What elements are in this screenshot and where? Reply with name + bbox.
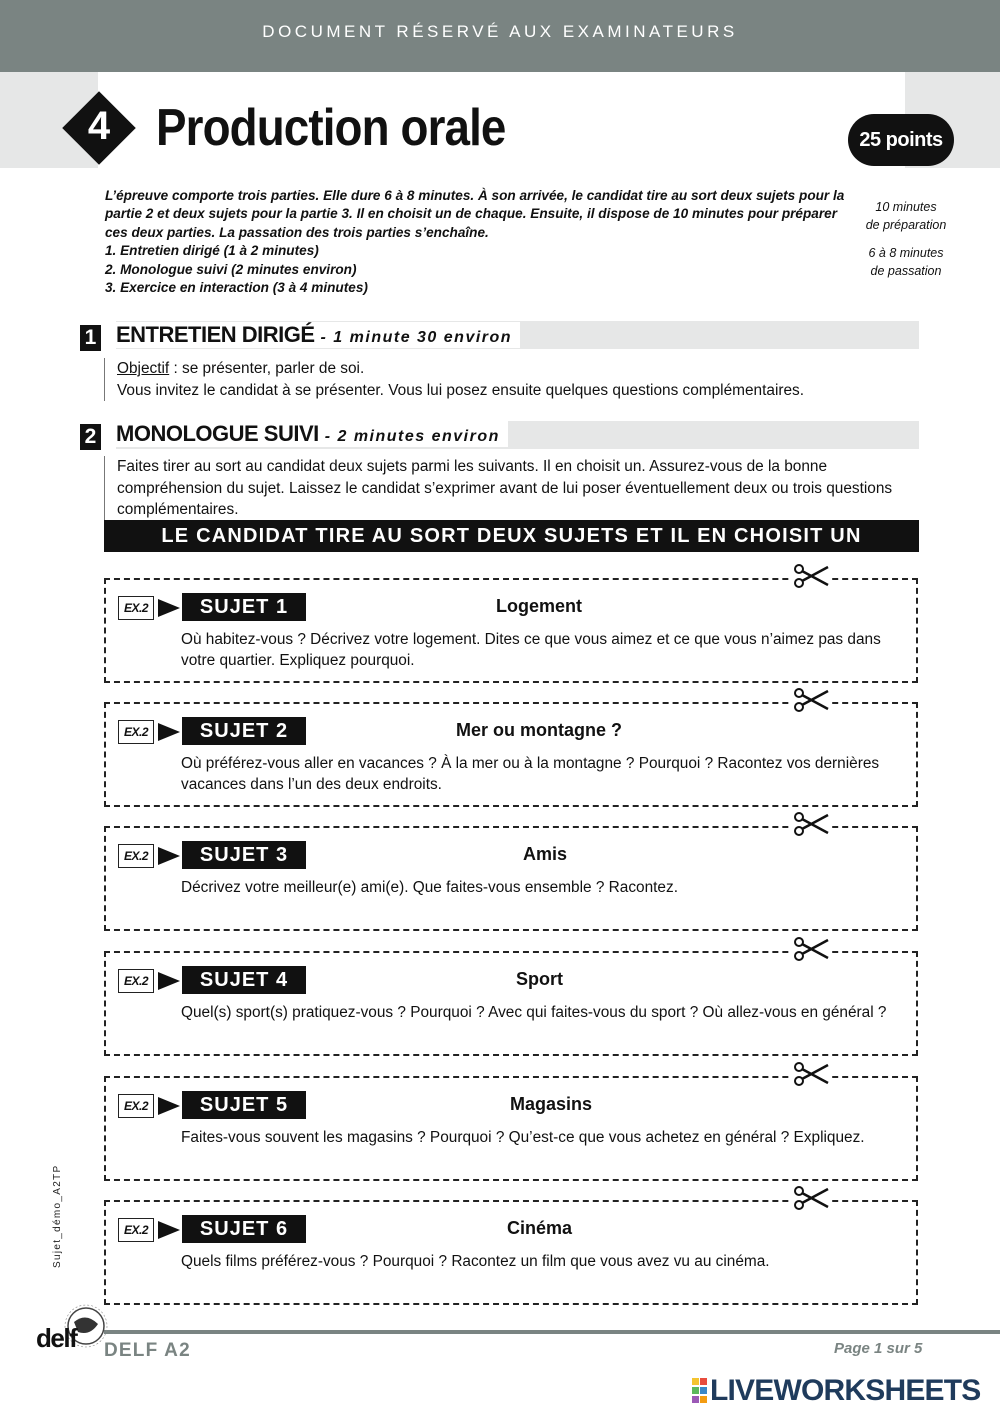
exam-level: DELF A2 [104, 1340, 191, 1361]
subject-label: SUJET 1 [182, 593, 306, 621]
subject-label: SUJET 4 [182, 966, 306, 994]
scissors-icon [792, 1059, 830, 1089]
subject-text: Quels films préférez-vous ? Pourquoi ? Racontez un film que vous avez vu au cinéma. [181, 1253, 770, 1270]
section-2-text: Faites tirer au sort au candidat deux sujets parmi les suivants. Il en choisit un. Assurez-vous de la bonne compréhension du sujet. Laissez le candidat s’exprimer avant de lui poser éventuellement deux ou trois questions complémentaires. [104, 456, 924, 521]
ex-badge: EX.2 [118, 844, 154, 868]
arrow-icon [158, 1221, 180, 1239]
subject-label: SUJET 3 [182, 841, 306, 869]
pass-time: 6 à 8 minutes [868, 246, 944, 260]
scissors-icon [792, 809, 830, 839]
section-1-heading [116, 322, 520, 348]
section-1-title: ENTRETIEN DIRIGÉ [116, 322, 315, 347]
section-2-title: MONOLOGUE SUIVI [116, 421, 319, 446]
ex-badge: EX.2 [118, 596, 154, 620]
footer-rule [104, 1330, 1000, 1334]
subject-label: SUJET 6 [182, 1215, 306, 1243]
arrow-icon [158, 972, 180, 990]
banner-text: DOCUMENT RÉSERVÉ AUX EXAMINATEURS [262, 22, 738, 41]
subject-text: Où habitez-vous ? Décrivez votre logement. Dites ce que vous aimez et ce que vous n’aimez pas dans votre quartier. Expliquez pourquoi. [181, 631, 881, 669]
subject-card-5 [104, 1076, 918, 1181]
arrow-icon [158, 1097, 180, 1115]
section-1-text: Vous invitez le candidat à se présenter. Vous lui posez ensuite quelques questions complémentaires. [117, 381, 805, 399]
scissors-icon [792, 934, 830, 964]
subject-card-4 [104, 951, 918, 1056]
arrow-icon [158, 723, 180, 741]
section-2-heading [116, 421, 508, 447]
liveworksheets-watermark [692, 1374, 990, 1408]
delf-logo-text: delf [36, 1323, 77, 1353]
intro-text [105, 187, 850, 297]
intro-line: 3. Exercice en interaction (3 à 4 minutes) [105, 280, 368, 296]
subject-text: Quel(s) sport(s) pratiquez-vous ? Pourquoi ? Avec qui faites-vous du sport ? Où allez-vous en général ? [181, 1004, 887, 1021]
subject-topic: Sport [516, 969, 563, 989]
section-2-number: 2 [80, 424, 101, 450]
section-number: 4 [87, 104, 111, 148]
page-number: Page 1 sur 5 [834, 1340, 923, 1357]
objective-label: Objectif [117, 360, 170, 377]
arrow-icon [158, 599, 180, 617]
intro-line: L’épreuve comporte trois parties. Elle dure 6 à 8 minutes. À son arrivée, le candidat tire au sort deux sujets pour la [105, 188, 845, 203]
subject-topic: Mer ou montagne ? [456, 720, 622, 740]
ex-badge: EX.2 [118, 1218, 154, 1242]
intro-line: ces deux parties. La passation des trois parties s’enchaîne. [105, 224, 489, 240]
subject-text: Décrivez votre meilleur(e) ami(e). Que faites-vous ensemble ? Racontez. [181, 879, 678, 896]
instruction-bar: LE CANDIDAT TIRE AU SORT DEUX SUJETS ET IL EN CHOISIT UN [104, 520, 919, 552]
liveworksheets-squares-icon [692, 1378, 708, 1404]
subject-card-6 [104, 1200, 918, 1305]
intro-line: 1. Entretien dirigé (1 à 2 minutes) [105, 243, 319, 259]
subject-text: Où préférez-vous aller en vacances ? À la mer ou à la montagne ? Pourquoi ? Racontez vos dernières vacances dans l’un des deux endroits. [181, 755, 880, 793]
section-1-duration: - 1 minute 30 environ [314, 329, 513, 346]
document-code: Sujet_démo_A2TP [52, 1164, 63, 1268]
subject-label: SUJET 5 [182, 1091, 306, 1119]
arrow-icon [158, 847, 180, 865]
scissors-icon [792, 1183, 830, 1213]
subject-label: SUJET 2 [182, 717, 306, 745]
points-badge: 25 points [848, 114, 954, 166]
ex-badge: EX.2 [118, 969, 154, 993]
timing-info [858, 198, 954, 280]
subject-topic: Amis [523, 844, 568, 864]
page-title: Production orale [156, 99, 506, 157]
subject-topic: Magasins [510, 1094, 593, 1114]
subject-topic: Cinéma [507, 1218, 573, 1238]
liveworksheets-text: LIVEWORKSHEETS [710, 1374, 981, 1407]
pass-label: de passation [870, 264, 942, 278]
subject-card-2 [104, 702, 918, 807]
section-1-number: 1 [80, 325, 101, 351]
objective-text: : se présenter, parler de soi. [169, 360, 365, 377]
prep-time: 10 minutes [875, 200, 937, 214]
intro-line: 2. Monologue suivi (2 minutes environ) [105, 261, 357, 277]
intro-line: partie 2 et deux sujets pour la partie 3. Il en choisit un de chaque. Ensuite, il dispose de 10 minutes pour préparer [105, 206, 837, 222]
prep-label: de préparation [865, 218, 947, 232]
section-2-duration: - 2 minutes environ [318, 428, 500, 445]
scissors-icon [792, 685, 830, 715]
section-1-body [104, 358, 924, 401]
scissors-icon [792, 561, 830, 591]
ex-badge: EX.2 [118, 1094, 154, 1118]
subject-card-3 [104, 826, 918, 931]
ex-badge: EX.2 [118, 720, 154, 744]
subject-text: Faites-vous souvent les magasins ? Pourquoi ? Qu’est-ce que vous achetez en général ? Expliquez. [181, 1129, 865, 1146]
subject-card-1 [104, 578, 918, 683]
subject-topic: Logement [496, 596, 583, 616]
